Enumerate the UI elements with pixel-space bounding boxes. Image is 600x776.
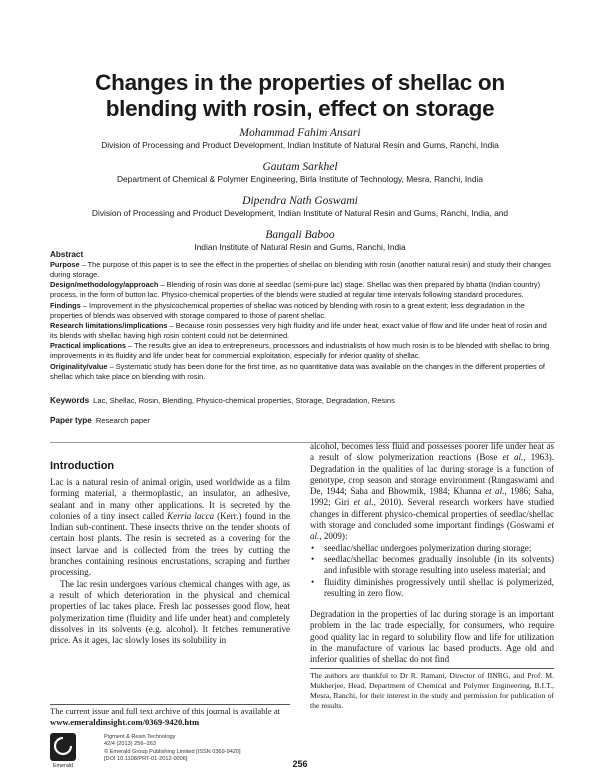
journal-volume: 42/4 (2013) 256–263	[104, 741, 156, 748]
abstract-design	[50, 280, 555, 300]
findings-text: – Improvement in the physicochemical properties of shellac was noticed by blending with rosin to a great extent; less degradation in the properties of blends was observed with storage compared to those of parent shellac.	[50, 300, 525, 320]
journal-name: Pigment & Resin Technology	[104, 734, 176, 740]
right-paragraph-1	[310, 441, 554, 543]
right-paragraph-2: Degradation in the properties of lac during storage is an important problem in the lac trade especially, for consumers, who require good quality lac in regard to solubility flow and life for utilization in the manufacture of various lac based products. Age old and inferior qualities of shellac do not find	[310, 609, 554, 665]
list-item: • seedlac/shellac undergoes polymerization during storage;	[310, 543, 554, 554]
title-line-2: blending with rosin, effect on storage	[105, 96, 495, 121]
limitations-text: – Because rosin possesses very high fluidity and life under heat, exact value of flow and life under heat of rosin and its blends with shellac having high rosin content could not be determined.	[50, 320, 547, 341]
abstract-purpose	[50, 260, 555, 280]
p1-text-b: (Kerr.) found in the Indian sub-continent. These insects thrive on the tender shoots of certain host plants. The resin is secreted as a covering for the insect larvae and is collected from the trees by cutting the branches containing resinous encrustations, scraping and further processing.	[50, 510, 291, 578]
r1-text-b: , 1963). Degradation in the qualities of lac during storage is a function of genotype, crop season and storage environment (Rangaswami and De, 1944; Saha and Bhowmik, 1984; Khanna	[310, 452, 554, 497]
copyright: © Emerald Group Publishing Limited [ISSN 0369-9420]	[104, 748, 241, 755]
intro-heading: Introduction	[50, 460, 115, 472]
paper-title	[40, 70, 560, 122]
list-item: • seedlac/shellac becomes gradually insoluble (in its solvents) and infusible with storage resulting into useless material; and	[310, 554, 554, 577]
practical-label: Practical implications	[50, 341, 126, 351]
logo-label: Emerald	[52, 763, 74, 769]
acknowledgement: The authors are thankful to Dr R. Ramani, Director of IINRG, and Prof. M. Mukherjee, Head, Department of Chemical and Polymer Engineering, B.I.T., Mesra, Ranchi, for their interest in the study and permission for publication of the results.	[310, 671, 554, 710]
author-affiliation: Department of Chemical & Polymer Engineering, Birla Institute of Technology, Mesra, Ranchi, India	[116, 174, 484, 184]
abstract-limitations	[50, 321, 555, 341]
intro-paragraph-2: The lac resin undergoes various chemical changes with age, as a result of which deterioration in the physical and chemical properties of lac takes place. Fresh lac possesses good flow, heat polymerization time (fluidity and life under heat) and completely dissolves in its solvents (e.g. alcohol). It fetches remunerative price. As it ages, lac slowly loses its solubility in	[50, 578, 290, 646]
author-name: Mohammad Fahim Ansari	[239, 127, 361, 139]
abstract	[50, 250, 555, 382]
et-al: et al.	[502, 452, 524, 463]
author-name: Dipendra Nath Goswami	[242, 195, 358, 207]
author-affiliation: Division of Processing and Product Development, Indian Institute of Natural Resin and Gums, Ranchi, India	[101, 140, 499, 150]
journal-url[interactable]: www.emeraldinsight.com/0369-9420.htm	[50, 717, 200, 727]
title-line-1: Changes in the properties of shellac on	[95, 70, 505, 95]
et-al: et al.	[485, 486, 505, 497]
r1-text-c: , 1986; Saha, 1992; Giri	[310, 486, 554, 508]
left-column	[50, 446, 290, 646]
paper-type	[50, 416, 555, 426]
limitations-label: Research limitations/implications	[50, 320, 168, 330]
practical-text: – The results give an idea to entrepreneurs, processors and industrialists of how much rosin is to be blended with shellac to bring improvements in its fluidity and life under heat for commercial exploitation, especially for inferior quality of shellac.	[50, 341, 550, 361]
et-al: et al.	[310, 520, 554, 542]
paper-type-label: Paper type	[50, 416, 92, 425]
design-label: Design/methodology/approach	[50, 280, 159, 290]
originality-text: – Systematic study has been done for the first time, as no quantitative data was available on the changes in the different properties of shellac which take place on blending with rosin.	[50, 361, 545, 381]
et-al: et al.	[353, 497, 374, 508]
findings-list	[310, 543, 554, 599]
keywords	[50, 396, 555, 406]
keywords-text: Lac, Shellac, Rosin, Blending, Physico-chemical properties, Storage, Degradation, Resins	[93, 396, 395, 405]
ack-rule	[310, 668, 554, 669]
keywords-label: Keywords	[50, 396, 90, 405]
page-number: 256	[292, 759, 308, 769]
findings-label: Findings	[50, 300, 81, 310]
design-text: – Blending of rosin was done at seedlac (semi-pure lac) stage. Shellac was then prepared by bhatta (Indian country) process, in the form of button lac. Physico-chemical properties of the blends were studied at regular time intervals following standard procedures.	[50, 280, 541, 300]
r1-text-e: , 2009):	[319, 531, 348, 542]
paper-type-text: Research paper	[95, 416, 150, 425]
abstract-heading: Abstract	[50, 250, 84, 259]
purpose-text: – The purpose of this paper is to see the effect in the properties of shellac on blending with rosin (another natural resin) and study their changes during storage.	[50, 260, 551, 280]
r1-text-d: , 2010). Several research workers have studied changes in different physico-chemical properties of seedlac/shellac with storage and concluded some important findings (Goswami	[310, 497, 555, 531]
abstract-findings	[50, 301, 555, 321]
journal-footnote	[50, 706, 290, 728]
paragraph-gap	[310, 599, 554, 609]
abstract-practical	[50, 341, 555, 361]
footnote-rule	[50, 704, 290, 705]
author-name: Bangali Baboo	[265, 229, 335, 241]
originality-label: Originality/value	[50, 361, 108, 371]
author-affiliation: Indian Institute of Natural Resin and Gums, Ranchi, India	[194, 242, 406, 252]
author-affiliation: Division of Processing and Product Development, Indian Institute of Natural Resin and Gums, Ranchi, India, and	[91, 208, 509, 218]
intro-paragraph-1	[50, 477, 290, 579]
list-item: • fluidity diminishes progressively until shellac is polymerized, resulting in zero flow.	[310, 577, 554, 600]
p1-text-a: Lac is a natural resin of animal origin, used worldwide as a film forming material, a thermoplastic, an insulator, an adhesive, sealant and in many other applications. It is secreted by the colonies of a tiny insect called	[50, 477, 290, 521]
right-column	[310, 441, 554, 666]
r1-text-a: alcohol, becomes less fluid and possesses poorer life under heat as a result of slow polymerization reactions (Bose	[310, 441, 554, 463]
insect-name: Kerria lacca	[167, 510, 214, 521]
purpose-label: Purpose	[50, 260, 80, 269]
abstract-originality	[50, 362, 555, 382]
author-name: Gautam Sarkhel	[262, 161, 338, 173]
doi: [DOI 10.1108/PRT-01-2012-0006]	[104, 756, 188, 763]
author-block	[40, 126, 560, 262]
footnote-text: The current issue and full text archive of this journal is available at	[50, 706, 281, 716]
